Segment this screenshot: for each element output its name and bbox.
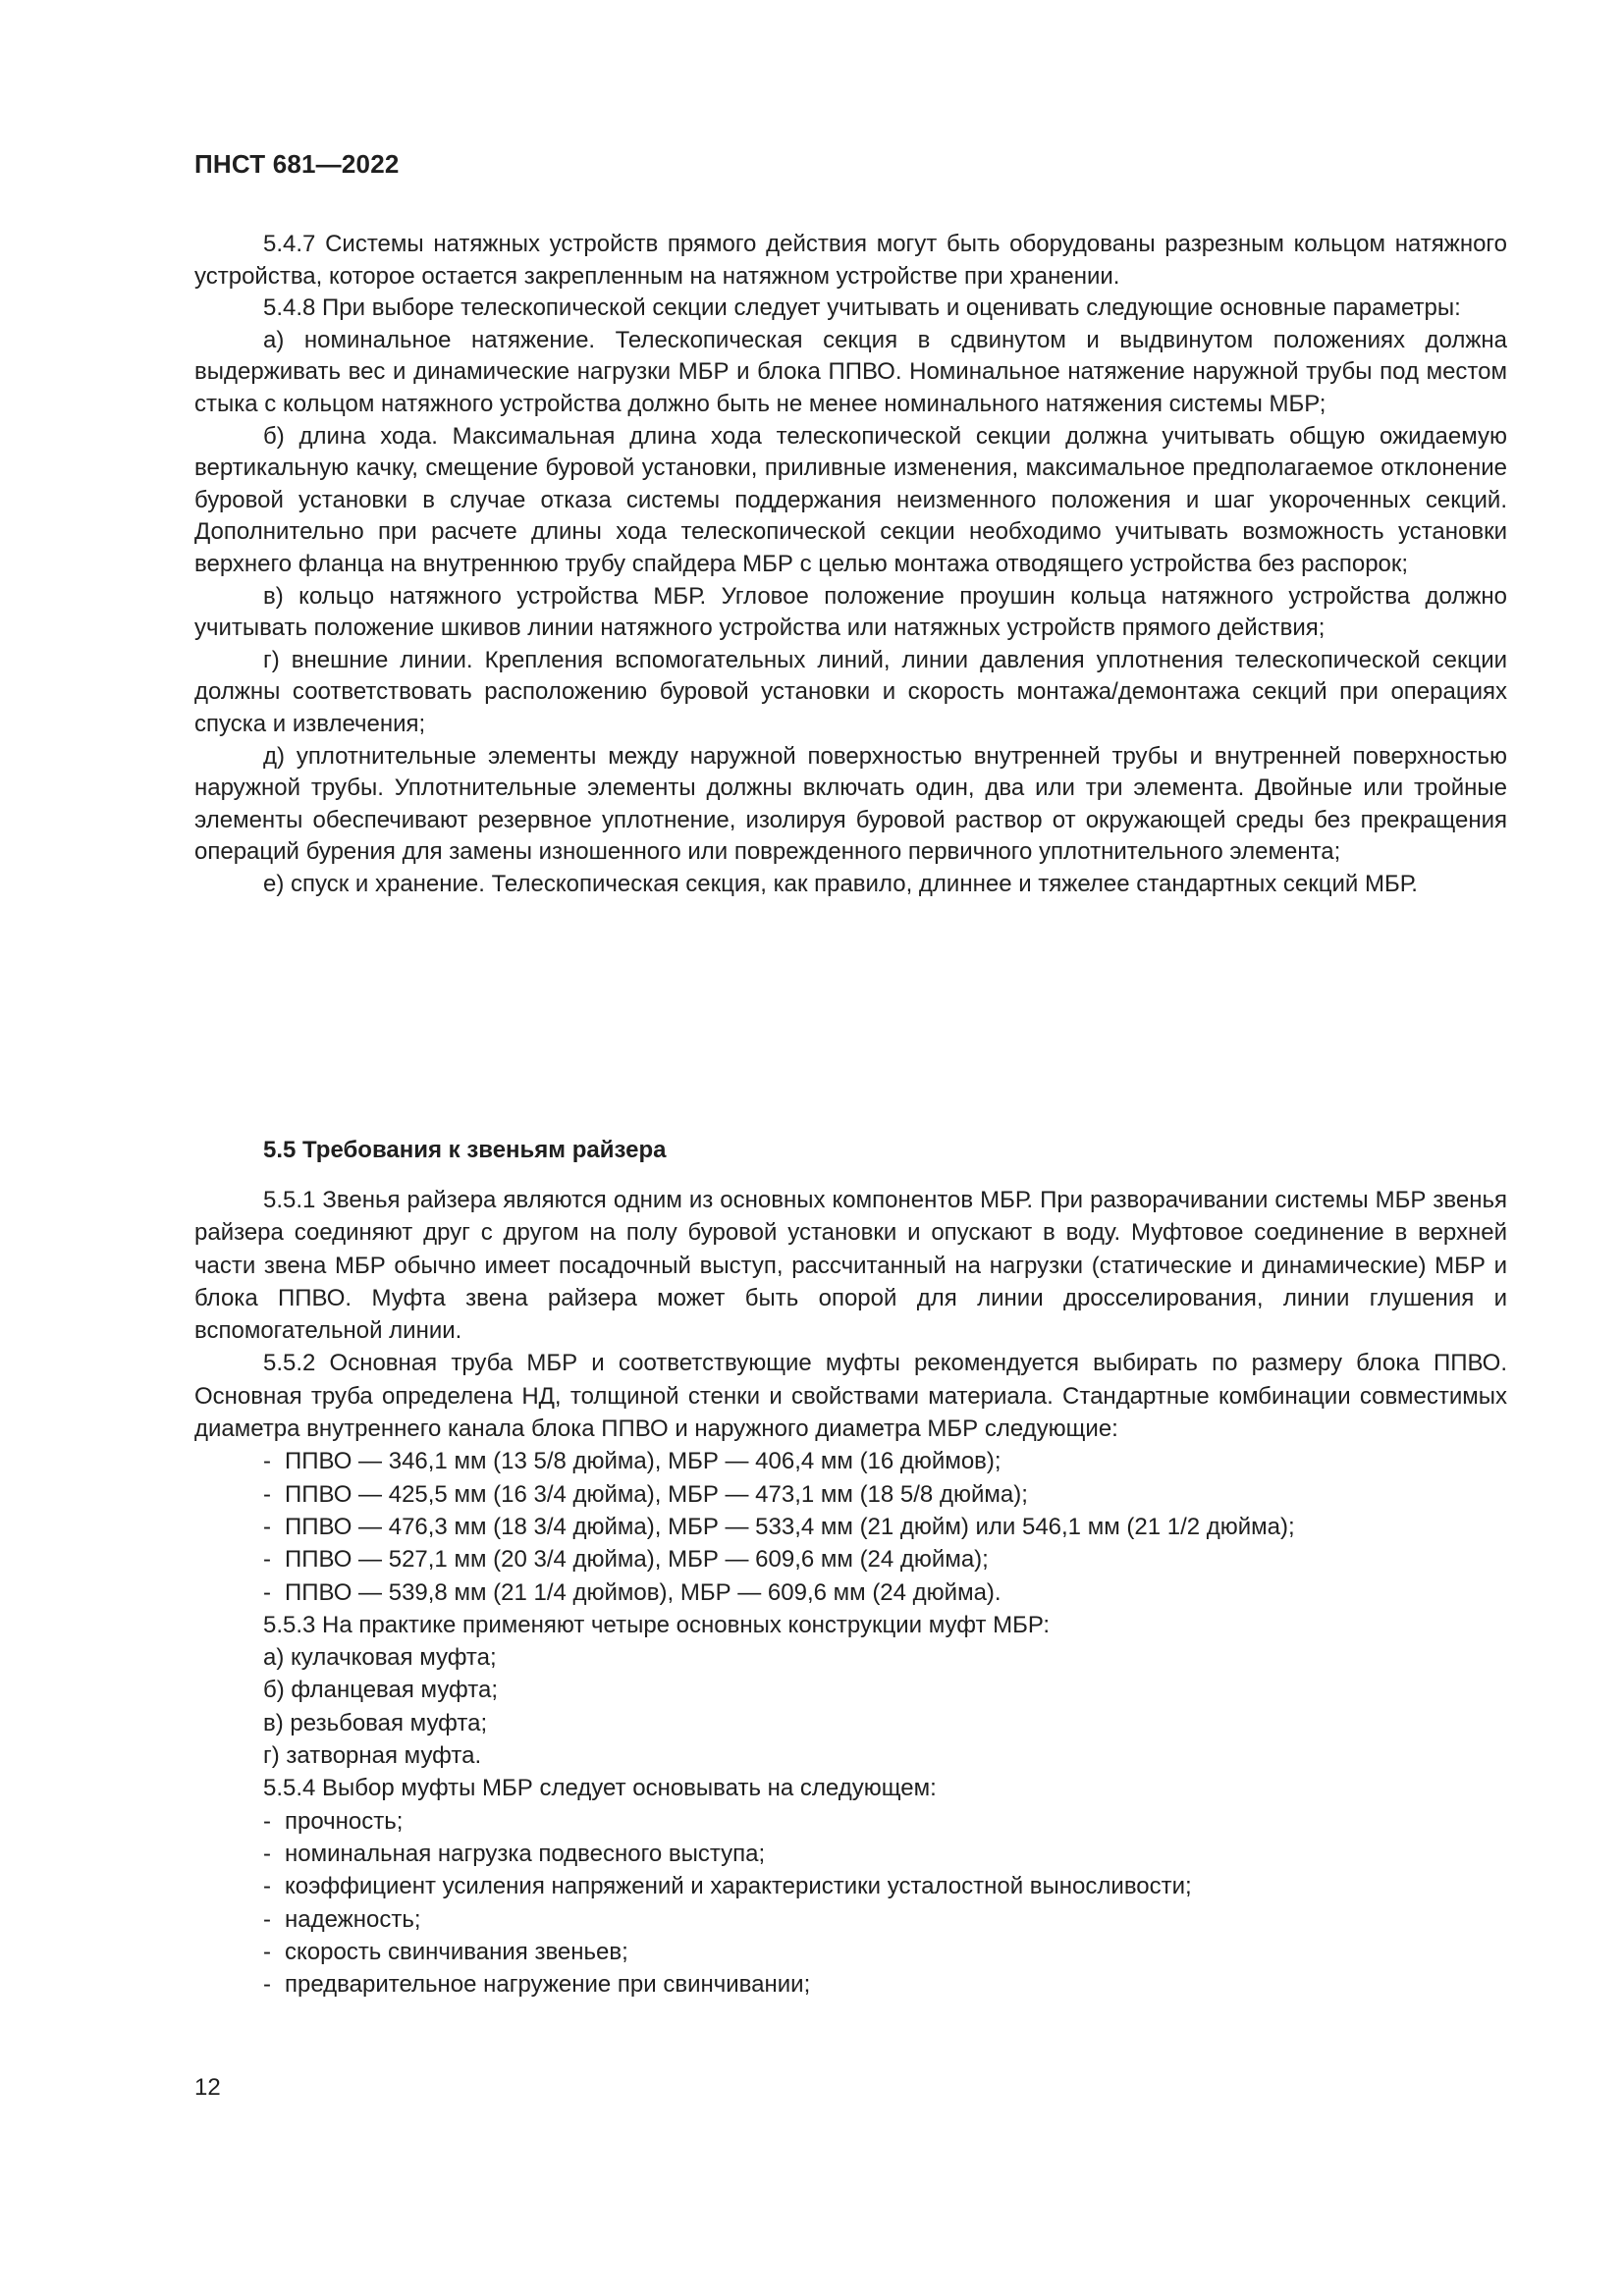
dash-bullet-icon: - [263,1905,271,1933]
list-item-text: ППВО — 476,3 мм (18 3/4 дюйма), МБР — 533,4 мм (21 дюйм) или 546,1 мм (21 1/2 дюйма); [285,1513,1295,1540]
list-item [194,1511,1507,1543]
param-g-external-lines: г) внешние линии. Крепления вспомогательных линий, линии давления уплотнения телескопической секции должны соответствовать расположению буровой установки и скорость монтажа/демонтажа секций при операциях спуска и извлечения; [194,646,1507,737]
page-number: 12 [194,2074,221,2101]
document-header: ПНСТ 681—2022 [194,149,400,179]
paragraph-5-5-4: 5.5.4 Выбор муфты МБР следует основывать на следующем: [263,1775,937,1802]
list-item-text: надежность; [285,1905,421,1933]
list-item-text: ППВО — 346,1 мм (13 5/8 дюйма), МБР — 406,4 мм (16 дюймов); [285,1448,1001,1475]
list-item: а) кулачковая муфта; [263,1644,497,1672]
list-item: в) резьбовая муфта; [263,1709,488,1736]
list-item [194,1936,1507,1968]
dash-bullet-icon: - [263,1480,271,1508]
list-item [194,1838,1507,1870]
selection-criteria-list [194,1805,1507,2002]
list-item-text: прочность; [285,1807,404,1835]
paragraph-5-4-7: 5.4.7 Системы натяжных устройств прямого действия могут быть оборудованы разрезным кольцом натяжного устройства, которое остается закрепленным на натяжном устройстве при хранении. [194,231,1507,290]
dash-bullet-icon: - [263,1971,271,1999]
paragraph-5-5-1: 5.5.1 Звенья райзера являются одним из основных компонентов МБР. При разворачивании системы МБР звенья райзера соединяют друг с другом на полу буровой установки и опускают в воду. Муфтовое соединение в верхней части звена МБР обычно имеет посадочный выступ, рассчитанный на нагрузки (статические и динамические) МБР и блока ППВО. Муфта звена райзера может быть опорой для линии дросселирования, линии глушения и вспомогательной линии. [194,1187,1507,1345]
section-5-4-body [194,229,1507,900]
paragraph-5-5-2: 5.5.2 Основная труба МБР и соответствующие муфты рекомендуется выбирать по размеру блока ППВО. Основная труба определена НД, толщиной стенки и свойствами материала. Стандартные комбинации совместимых диаметра внутреннего канала блока ППВО и наружного диаметра МБР следующие: [194,1350,1507,1443]
dash-bullet-icon: - [263,1873,271,1900]
param-b-stroke-length: б) длина хода. Максимальная длина хода телескопической секции должна учитывать общую ожидаемую вертикальную качку, смещение буровой установки, приливные изменения, максимальное предполагаемое отклонение буровой установки в случае отказа системы поддержания неизменного положения и шаг укороченных секций. Дополнительно при расчете длины хода телескопической секции необходимо учитывать возможность установки верхнего фланца на внутреннюю трубу спайдера МБР с целью монтажа отводящего устройства без распорок; [194,422,1507,577]
dash-bullet-icon: - [263,1578,271,1606]
list-item [194,1903,1507,1936]
combinations-list [194,1445,1507,1608]
list-item: г) затворная муфта. [263,1742,482,1770]
dash-bullet-icon: - [263,1807,271,1835]
list-item [194,1576,1507,1609]
list-item [194,1543,1507,1575]
paragraph-5-5-3: 5.5.3 На практике применяют четыре основных конструкции муфт МБР: [263,1611,1050,1638]
param-e-running-storage: е) спуск и хранение. Телескопическая секция, как правило, длиннее и тяжелее стандартных секций МБР. [263,870,1418,897]
list-item [194,1478,1507,1511]
dash-bullet-icon: - [263,1840,271,1867]
dash-bullet-icon: - [263,1938,271,1965]
list-item-text: коэффициент усиления напряжений и характеристики усталостной выносливости; [285,1873,1192,1900]
list-item [194,1870,1507,1902]
list-item [194,1968,1507,2001]
section-5-5-body [194,1184,1507,2001]
param-d-seal-elements: д) уплотнительные элементы между наружной поверхностью внутренней трубы и внутренней поверхностью наружной трубы. Уплотнительные элементы должны включать один, два или три элемента. Двойные или тройные элементы обеспечивают резервное уплотнение, изолируя буровой раствор от окружающей среды без прекращения операций бурения для замены изношенного или поврежденного первичного уплотнительного элемента; [194,742,1507,866]
list-item [194,1445,1507,1477]
section-5-5-heading: 5.5 Требования к звеньям райзера [263,1137,667,1163]
list-item-text: предварительное нагружение при свинчивании; [285,1971,811,1999]
dash-bullet-icon: - [263,1513,271,1540]
list-item-text: ППВО — 425,5 мм (16 3/4 дюйма), МБР — 473,1 мм (18 5/8 дюйма); [285,1480,1028,1508]
param-v-tensioner-ring: в) кольцо натяжного устройства МБР. Угловое положение проушин кольца натяжного устройства должно учитывать положение шкивов линии натяжного устройства или натяжных устройств прямого действия; [194,582,1507,642]
dash-bullet-icon: - [263,1546,271,1574]
paragraph-5-4-8: 5.4.8 При выборе телескопической секции следует учитывать и оценивать следующие основные параметры: [263,294,1461,322]
coupling-types-list [194,1641,1507,1772]
list-item: б) фланцевая муфта; [263,1677,499,1704]
list-item-text: ППВО — 527,1 мм (20 3/4 дюйма), МБР — 609,6 мм (24 дюйма); [285,1546,989,1574]
list-item [194,1805,1507,1838]
list-item-text: номинальная нагрузка подвесного выступа; [285,1840,766,1867]
param-a-nominal-tension: а) номинальное натяжение. Телескопическая секция в сдвинутом и выдвинутом положениях должна выдерживать вес и динамические нагрузки МБР и блока ППВО. Номинальное натяжение наружной трубы под местом стыка с кольцом натяжного устройства должно быть не менее номинального натяжения системы МБР; [194,326,1507,417]
list-item-text: ППВО — 539,8 мм (21 1/4 дюймов), МБР — 609,6 мм (24 дюйма). [285,1578,1001,1606]
dash-bullet-icon: - [263,1448,271,1475]
list-item-text: скорость свинчивания звеньев; [285,1938,628,1965]
